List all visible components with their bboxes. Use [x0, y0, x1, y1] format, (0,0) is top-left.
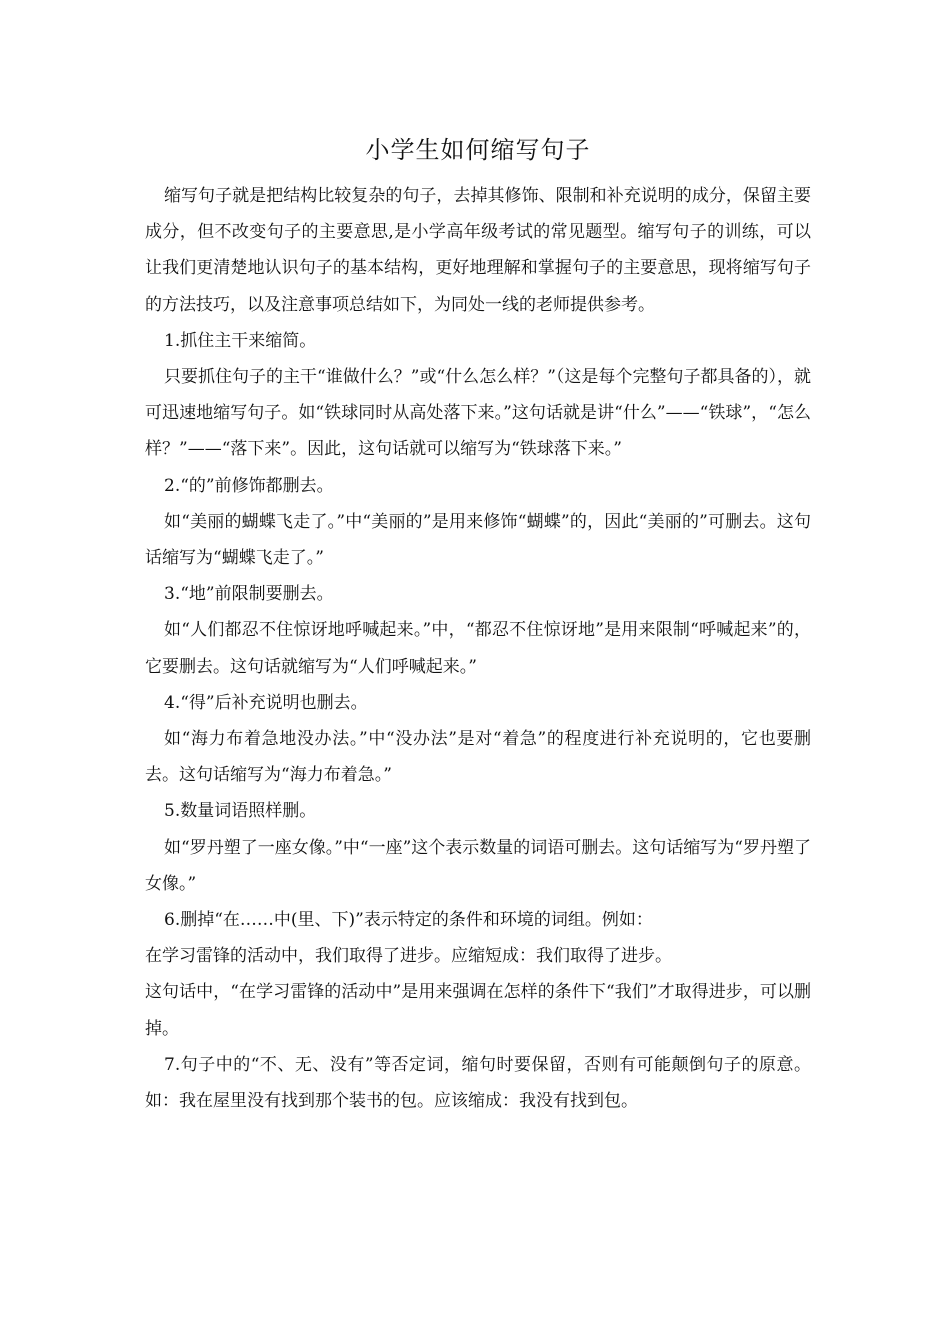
- section-heading-2: 2.“的”前修饰都删去。: [164, 475, 334, 496]
- section-heading-6: 6.删掉“在……中(里、下)”表示特定的条件和环境的词组。例如：: [164, 910, 653, 931]
- section-body-1: 只要抓住句子的主干“谁做什么？”或“什么怎么样？”（这是每个完整句子都具备的），就可迅速地缩写句子。如“铁球同时从高处落下来。”这句话就是讲“什么”——“铁球”，“怎么样？”——“落下来”。因此，这句话就可以缩写为“铁球落下来。”: [145, 367, 811, 460]
- section-body-5: 如“罗丹塑了一座女像。”中“一座”这个表示数量的词语可删去。这句话缩写为“罗丹塑了女像。”: [145, 837, 811, 894]
- section-heading-5: 5.数量词语照样删。: [164, 801, 317, 822]
- section-body-2: 如“美丽的蝴蝶飞走了。”中“美丽的”是用来修饰“蝴蝶”的，因此“美丽的”可删去。这句话缩写为“蝴蝶飞走了。”: [145, 511, 811, 569]
- section-body-7: 7.句子中的“不、无、没有”等否定词，缩句时要保留，否则有可能颠倒句子的原意。如：我在屋里没有找到那个装书的包。应该缩成：我没有找到包。: [145, 1054, 811, 1112]
- intro-paragraph: 缩写句子就是把结构比较复杂的句子，去掉其修饰、限制和补充说明的成分，保留主要成分，但不改变句子的主要意思,是小学高年级考试的常见题型。缩写句子的训练，可以让我们更清楚地认识句子的基本结构，更好地理解和掌握句子的主要意思，现将缩写句子的方法技巧，以及注意事项总结如下，为同处一线的老师提供参考。: [145, 186, 811, 315]
- section-heading-1: 1.抓住主干来缩简。: [164, 330, 317, 351]
- section-heading-4: 4.“得”后补充说明也删去。: [164, 692, 368, 713]
- example-explanation: 这句话中，“在学习雷锋的活动中”是用来强调在怎样的条件下“我们”才取得进步，可以删掉。: [145, 982, 811, 1039]
- section-body-4: 如“海力布着急地没办法。”中“没办法”是对“着急”的程度进行补充说明的，它也要删去。这句话缩写为“海力布着急。”: [145, 729, 811, 786]
- section-heading-3: 3.“地”前限制要删去。: [164, 584, 334, 605]
- section-body-3: 如“人们都忍不住惊讶地呼喊起来。”中，“都忍不住惊讶地”是用来限制“呼喊起来”的，它要删去。这句话就缩写为“人们呼喊起来。”: [145, 620, 811, 677]
- document-title: 小学生如何缩写句子: [365, 136, 591, 164]
- example-sentence: 在学习雷锋的活动中，我们取得了进步。应缩短成：我们取得了进步。: [145, 946, 672, 967]
- document-page: [145, 128, 811, 1119]
